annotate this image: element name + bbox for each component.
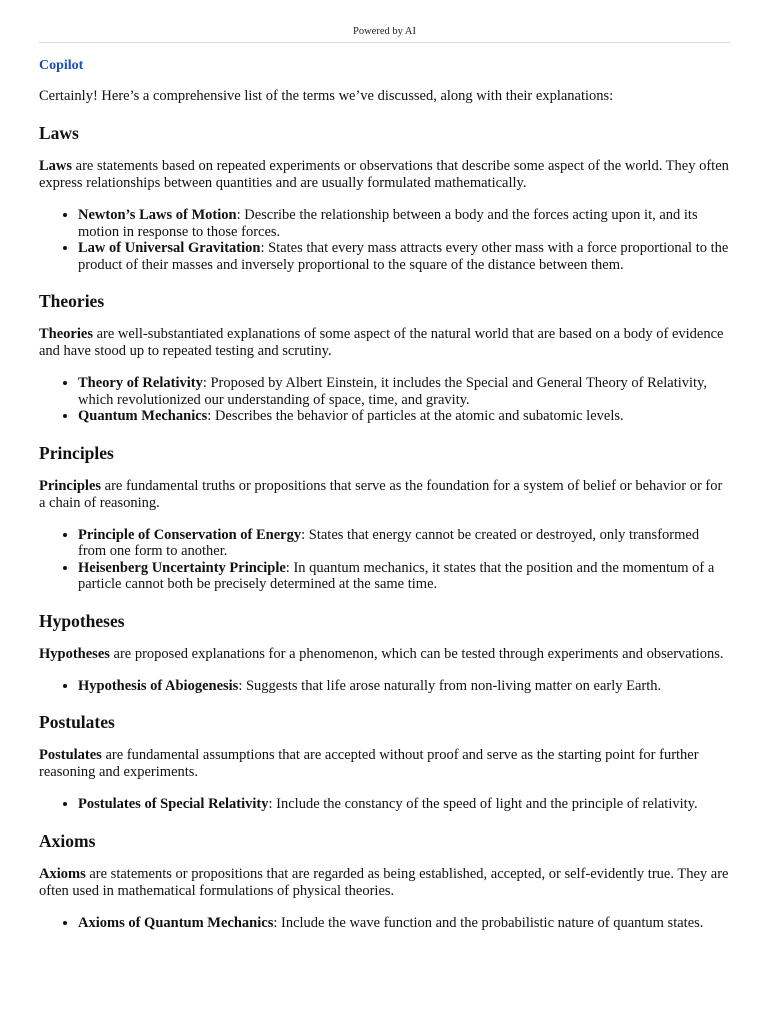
section-laws	[39, 123, 730, 273]
list-item	[78, 678, 730, 695]
section-heading: Laws	[39, 123, 79, 143]
section-heading: Axioms	[39, 830, 96, 851]
item-term: Principle of Conservation of Energy	[78, 526, 302, 543]
item-text: : Include the wave function and the probabilistic nature of quantum states.	[273, 914, 704, 931]
term-bold: Theories	[39, 326, 93, 342]
term-bold: Axioms	[39, 865, 86, 882]
list-item	[78, 207, 730, 240]
example-list	[39, 796, 730, 813]
section-description	[39, 326, 730, 360]
item-text: : States that every mass attracts every other mass with a force proportional to the product of their masses and inversely proportional to the square of the distance between them.	[78, 240, 729, 273]
section-principles	[39, 443, 730, 593]
section-description	[39, 866, 730, 900]
description-text: are statements based on repeated experiments or observations that describe some aspect of the world. They often express relationships between quantities and are usually formulated mathematically.	[39, 158, 729, 191]
list-item	[78, 527, 730, 560]
list-item	[78, 240, 730, 273]
intro-paragraph: Certainly! Here’s a comprehensive list of the terms we’ve discussed, along with their explanations:	[39, 88, 614, 104]
description-text: are fundamental assumptions that are accepted without proof and serve as the starting point for further reasoning and experiments.	[39, 747, 699, 780]
item-term: Axioms of Quantum Mechanics	[78, 914, 274, 931]
example-list	[39, 207, 730, 273]
item-term: Theory of Relativity	[78, 375, 203, 391]
list-item	[78, 915, 730, 932]
item-term: Law of Universal Gravitation	[78, 240, 261, 256]
term-bold: Laws	[39, 158, 73, 174]
item-text: : Suggests that life arose naturally from non-living matter on early Earth.	[238, 677, 662, 694]
item-term: Newton’s Laws of Motion	[78, 207, 237, 223]
example-list	[39, 678, 730, 695]
section-theories	[39, 291, 730, 425]
section-description	[39, 747, 730, 781]
list-item	[78, 796, 730, 813]
list-item	[78, 375, 730, 408]
section-heading: Theories	[39, 291, 105, 311]
item-term: Quantum Mechanics	[78, 408, 208, 424]
sections-container	[39, 123, 730, 931]
page-header: Powered by AI	[39, 0, 730, 43]
section-heading: Hypotheses	[39, 610, 125, 631]
term-bold: Hypotheses	[39, 645, 110, 662]
description-text: are proposed explanations for a phenomenon, which can be tested through experiments and observations.	[109, 645, 724, 662]
term-bold: Postulates	[39, 747, 102, 763]
description-text: are fundamental truths or propositions that serve as the foundation for a system of belief or behavior or for a chain of reasoning.	[39, 477, 723, 511]
item-text: : Describes the behavior of particles at the atomic and subatomic levels.	[207, 408, 624, 424]
list-item	[78, 560, 730, 593]
section-description	[39, 478, 730, 512]
example-list	[39, 915, 730, 932]
item-text: : Include the constancy of the speed of light and the principle of relativity.	[268, 796, 698, 812]
item-text: : Proposed by Albert Einstein, it includes the Special and General Theory of Relativity, which revolutionized our understanding of space, time, and gravity.	[78, 375, 708, 408]
term-bold: Principles	[39, 477, 102, 494]
item-term: Heisenberg Uncertainty Principle	[78, 559, 286, 576]
section-description	[39, 158, 730, 192]
item-text: : States that energy cannot be created or destroyed, only transformed from one form to another.	[78, 526, 700, 559]
section-heading: Principles	[39, 442, 114, 463]
item-term: Postulates of Special Relativity	[78, 796, 269, 812]
list-item	[78, 408, 730, 425]
section-hypotheses	[39, 611, 730, 695]
section-postulates	[39, 712, 730, 813]
description-text: are statements or propositions that are regarded as being established, accepted, or self-evidently true. They are often used in mathematical formulations of physical theories.	[39, 865, 729, 899]
section-description	[39, 646, 730, 663]
example-list	[39, 375, 730, 425]
copilot-brand-label: Copilot	[39, 58, 84, 73]
item-text: : Describe the relationship between a body and the forces acting upon it, and its motion in response to those forces.	[78, 207, 698, 240]
description-text: are well-substantiated explanations of some aspect of the natural world that are based on a body of evidence and have stood up to repeated testing and scrutiny.	[39, 326, 724, 359]
section-heading: Postulates	[39, 712, 115, 732]
item-text: : In quantum mechanics, it states that the position and the momentum of a particle cannot both be precisely determined at the same time.	[78, 559, 715, 592]
example-list	[39, 527, 730, 593]
item-term: Hypothesis of Abiogenesis	[78, 677, 239, 694]
section-axioms	[39, 831, 730, 932]
